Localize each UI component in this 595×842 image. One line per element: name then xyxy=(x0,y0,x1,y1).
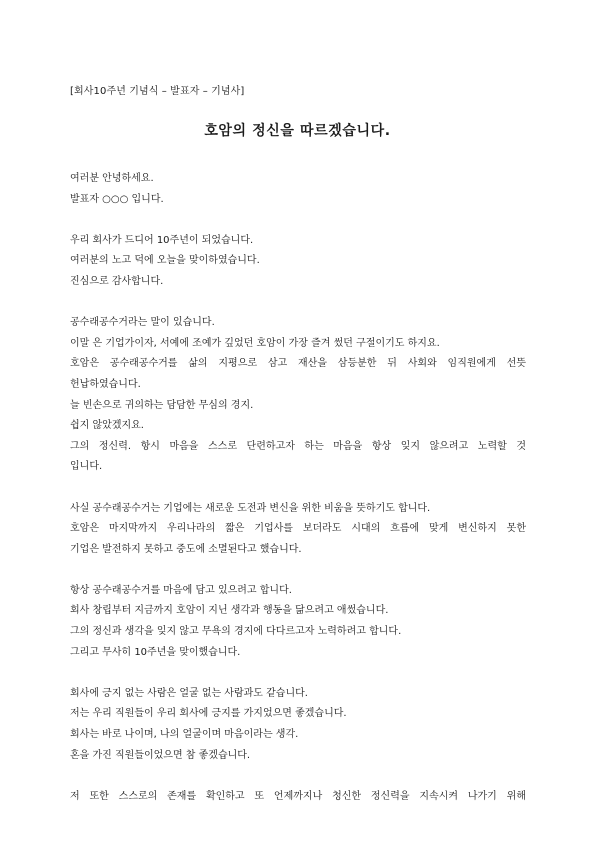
text-line: 항상 공수래공수거를 마음에 담고 있으려고 합니다. xyxy=(70,584,292,596)
paragraph xyxy=(70,313,526,478)
text-line: 저는 우리 직원들이 우리 회사에 긍지를 가지었으면 좋겠습니다. xyxy=(70,708,347,720)
text-line: 공수래공수거라는 말이 있습니다. xyxy=(70,317,215,329)
text-line: 헌납하였습니다. xyxy=(70,378,141,390)
text-line: 그의 정신력. 항시 마음을 스스로 단련하고자 하는 마음을 항상 잊지 않으려고 노력할 것 xyxy=(70,440,526,452)
text-line: 기업은 발전하지 못하고 중도에 소멸된다고 했습니다. xyxy=(70,543,302,555)
text-line: 호암은 마지막까지 우리나라의 짧은 기업사를 보더라도 시대의 흐름에 맞게 변신하지 못한 xyxy=(70,523,526,535)
text-line: 저 또한 스스로의 존재를 확인하고 또 언제까지나 청신한 정신력을 지속시켜 나가기 위해 xyxy=(70,790,526,802)
text-line: 여러분의 노고 덕에 오늘을 맞이하였습니다. xyxy=(70,255,260,267)
paragraph xyxy=(70,581,526,663)
text-line: 늘 빈손으로 귀의하는 담담한 무심의 경지. xyxy=(70,399,254,411)
text-line: 여러분 안녕하세요. xyxy=(70,173,154,184)
text-line: 우리 회사가 드디어 10주년이 되었습니다. xyxy=(70,234,254,246)
text-line: 사실 공수래공수거는 기업에는 새로운 도전과 변신을 위한 비움을 뜻하기도 합니다. xyxy=(70,502,431,514)
paragraph xyxy=(70,169,526,210)
paragraph xyxy=(70,787,526,808)
text-line: 입니다. xyxy=(70,461,103,473)
text-line: 회사 창립부터 지금까지 호암이 지닌 생각과 행동을 닮으려고 애썼습니다. xyxy=(70,605,389,617)
document-header-tag: [회사10주년 기념식 – 발표자 – 기념사] xyxy=(70,86,245,97)
text-line: 회사는 바로 나이며, 나의 얼굴이며 마음이라는 생각. xyxy=(70,729,299,741)
text-line: 혼을 가진 직원들이었으면 참 좋겠습니다. xyxy=(70,749,251,761)
text-line: 그리고 무사히 10주년을 맞이했습니다. xyxy=(70,646,241,658)
text-line: 회사에 긍지 없는 사람은 얼굴 없는 사람과도 같습니다. xyxy=(70,687,308,699)
paragraph xyxy=(70,231,526,293)
text-line: 그의 정신과 생각을 잊지 않고 무욕의 경지에 다다르고자 노력하려고 합니다. xyxy=(70,626,402,638)
document-body xyxy=(70,169,526,828)
document-title: 호암의 정신을 따르겠습니다. xyxy=(204,123,391,139)
text-line: 발표자 ○○○ 입니다. xyxy=(70,193,164,205)
text-line: 호암은 공수래공수거를 삶의 지평으로 삼고 재산을 삼등분한 뒤 사회와 임직원에게 선뜻 xyxy=(70,358,526,370)
text-line: 이말 은 기업가이자, 서예에 조예가 깊었던 호암이 가장 즐겨 썼던 구절이기도 하지요. xyxy=(70,337,440,349)
text-line: 쉽지 않았겠지요. xyxy=(70,420,144,432)
paragraph xyxy=(70,684,526,766)
paragraph xyxy=(70,499,526,561)
text-line: 진심으로 감사합니다. xyxy=(70,275,164,287)
